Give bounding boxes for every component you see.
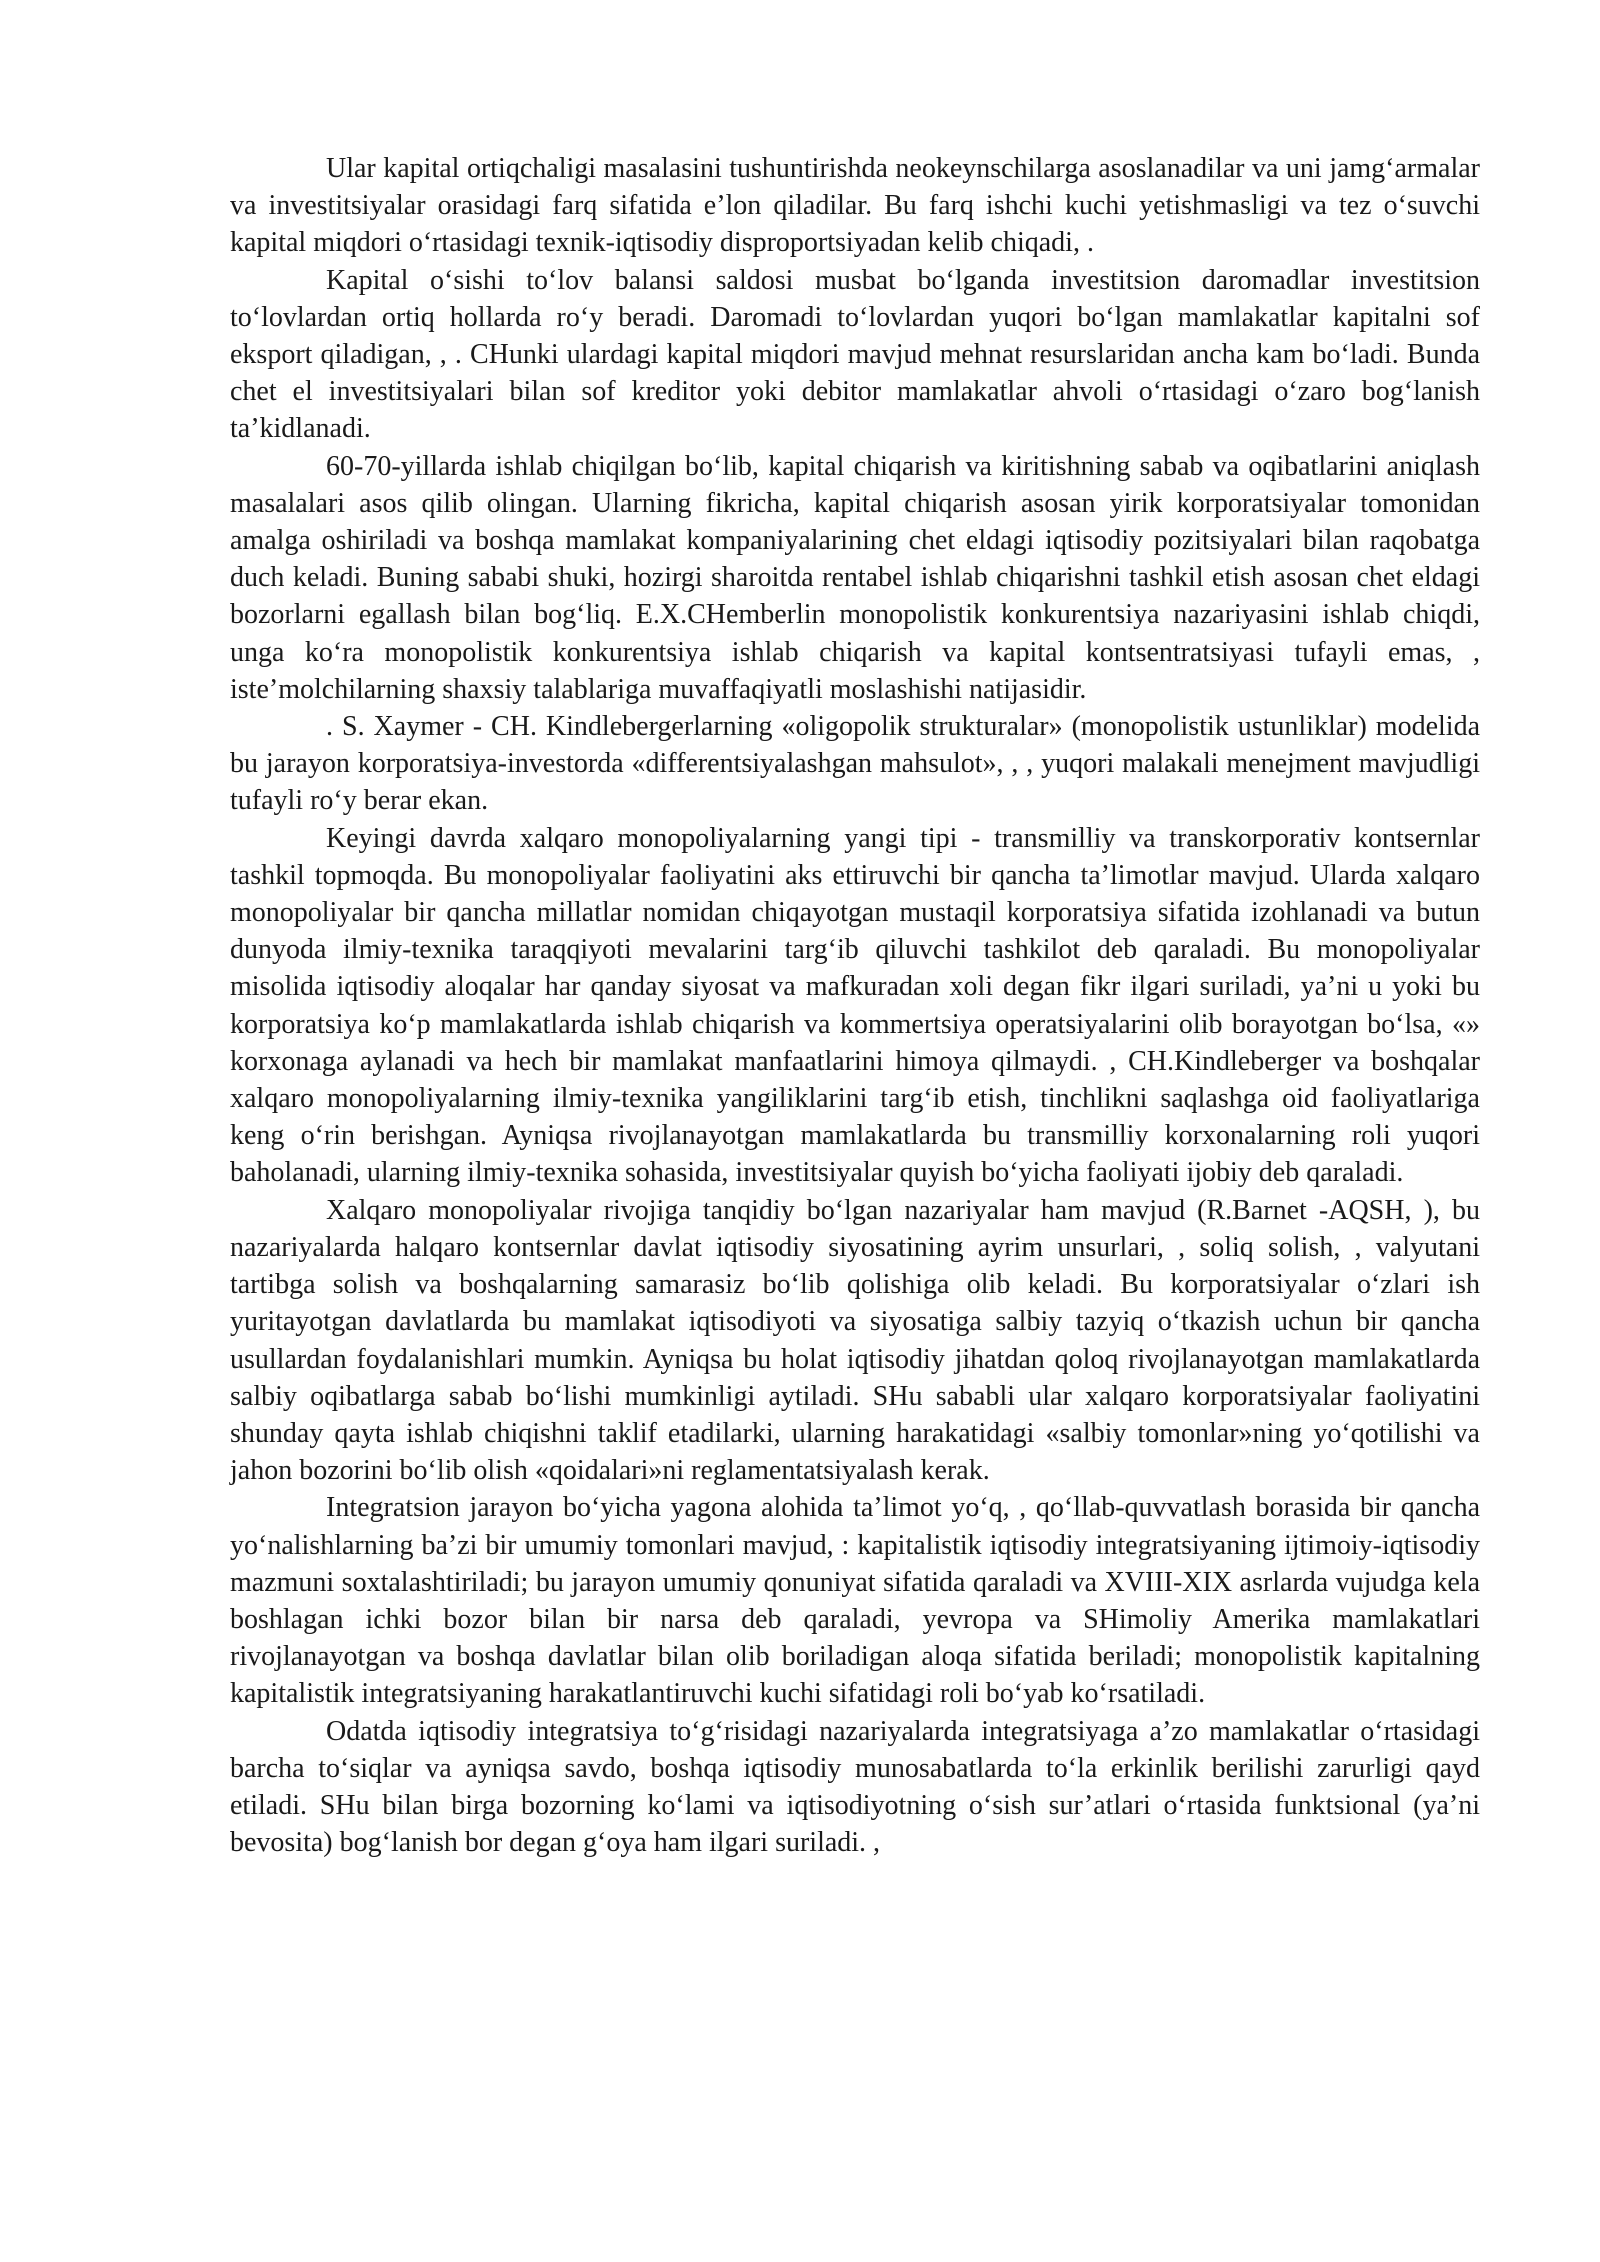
paragraph-6: Xalqaro monopoliyalar rivojiga tanqidiy bo‘lgan nazariyalar ham mavjud (R.Barnet -AQSH, ), bu nazariyalarda halqaro kontsernlar davlat iqtisodiy siyosatining ayrim unsurlari, , soliq solish, , valyutani tartibga solish va boshqalarning samarasiz bo‘lib qolishiga olib keladi. Bu korporatsiyalar o‘zlari ish yuritayotgan davlatlarda bu mamlakat iqtisodiyoti va siyosatiga salbiy tazyiq o‘tkazish uchun bir qancha usullardan foydalanishlari mumkin. Ayniqsa bu holat iqtisodiy jihatdan qoloq rivojlanayotgan mamlakatlarda salbiy oqibatlarga sabab bo‘lishi mumkinligi aytiladi. SHu sababli ular xalqaro korporatsiyalar faoliyatini shunday qayta ishlab chiqishni taklif etadilarki, ularning harakatidagi «salbiy tomonlar»ning yo‘qotilishi va jahon bozorini bo‘lib olish «qoidalari»ni reglamentatsiyalash kerak.: [230, 1194, 1480, 1487]
paragraph-5: Keyingi davrda xalqaro monopoliyalarning yangi tipi - transmilliy va transkorporativ kontsernlar tashkil topmoqda. Bu monopoliyalar faoliyatini aks ettiruvchi bir qancha ta’limotlar mavjud. Ularda xalqaro monopoliyalar bir qancha millatlar nomidan chiqayotgan mustaqil korporatsiya sifatida izohlanadi va butun dunyoda ilmiy-texnika taraqqiyoti mevalarini targ‘ib qiluvchi tashkilot deb qaraladi. Bu monopoliyalar misolida iqtisodiy aloqalar har qanday siyosat va mafkuradan xoli degan fikr ilgari suriladi, ya’ni u yoki bu korporatsiya ko‘p mamlakatlarda ishlab chiqarish va kommertsiya operatsiyalarini olib borayotgan bo‘lsa, «» korxonaga aylanadi va hech bir mamlakat manfaatlarini himoya qilmaydi. , CH.Kindleberger va boshqalar xalqaro monopoliyalarning ilmiy-texnika yangiliklarini targ‘ib etish, tinchlikni saqlashga oid faoliyatlariga keng o‘rin berishgan. Ayniqsa rivojlanayotgan mamlakatlarda bu transmilliy korxonalarning roli yuqori baholanadi, ularning ilmiy-texnika sohasida, investitsiyalar quyish bo‘yicha faoliyati ijobiy deb qaraladi.: [230, 822, 1480, 1189]
paragraph-4: . S. Xaymer - CH. Kindlebergerlarning «oligopolik strukturalar» (monopolistik ustunliklar) modelida bu jarayon korporatsiya-investorda «differentsiyalashgan mahsulot», , , yuqori malakali menejment mavjudligi tufayli ro‘y berar ekan.: [230, 711, 1480, 817]
paragraph-1: Ular kapital ortiqchaligi masalasini tushuntirishda neokeynschilarga asoslanadilar va uni jamg‘armalar va investitsiyalar orasidagi farq sifatida e’lon qiladilar. Bu farq ishchi kuchi yetishmasligi va tez o‘suvchi kapital miqdori o‘rtasidagi texnik-iqtisodiy disproportsiyadan kelib chiqadi, .: [230, 153, 1480, 259]
paragraph-8: Odatda iqtisodiy integratsiya to‘g‘risidagi nazariyalarda integratsiyaga a’zo mamlakatlar o‘rtasidagi barcha to‘siqlar va ayniqsa savdo, boshqa iqtisodiy munosabatlarda to‘la erkinlik berilishi zarurligi qayd etiladi. SHu bilan birga bozorning ko‘lami va iqtisodiyotning o‘sish sur’atlari o‘rtasida funktsional (ya’ni bevosita) bog‘lanish bor degan g‘oya ham ilgari suriladi. ,: [230, 1715, 1480, 1859]
paragraph-2: Kapital o‘sishi to‘lov balansi saldosi musbat bo‘lganda investitsion daromadlar investitsion to‘lovlardan ortiq hollarda ro‘y beradi. Daromadi to‘lovlardan yuqori bo‘lgan mamlakatlar kapitalni sof eksport qiladigan, , . CHunki ulardagi kapital miqdori mavjud mehnat resurslaridan ancha kam bo‘ladi. Bunda chet el investitsiyalari bilan sof kreditor yoki debitor mamlakatlar ahvoli o‘rtasidagi o‘zaro bog‘lanish ta’kidlanadi.: [230, 264, 1480, 445]
document-page: [230, 150, 1480, 1861]
paragraph-3: 60-70-yillarda ishlab chiqilgan bo‘lib, kapital chiqarish va kiritishning sabab va oqibatlarini aniqlash masalalari asos qilib olingan. Ularning fikricha, kapital chiqarish asosan yirik korporatsiyalar tomonidan amalga oshiriladi va boshqa mamlakat kompaniyalarining chet eldagi iqtisodiy pozitsiyalari bilan raqobatga duch keladi. Buning sababi shuki, hozirgi sharoitda rentabel ishlab chiqarishni tashkil etish asosan chet eldagi bozorlarni egallash bilan bog‘liq. E.X.CHemberlin monopolistik konkurentsiya nazariyasini ishlab chiqdi, unga ko‘ra monopolistik konkurentsiya ishlab chiqarish va kapital kontsentratsiyasi tufayli emas, , iste’molchilarning shaxsiy talablariga muvaffaqiyatli moslashishi natijasidir.: [230, 450, 1480, 705]
paragraph-7: Integratsion jarayon bo‘yicha yagona alohida ta’limot yo‘q, , qo‘llab-quvvatlash borasida bir qancha yo‘nalishlarning ba’zi bir umumiy tomonlari mavjud, : kapitalistik iqtisodiy integratsiyaning ijtimoiy-iqtisodiy mazmuni soxtalashtiriladi; bu jarayon umumiy qonuniyat sifatida qaraladi va XVIII-XIX asrlarda vujudga kela boshlagan ichki bozor bilan bir narsa deb qaraladi, yevropa va SHimoliy Amerika mamlakatlari rivojlanayotgan va boshqa davlatlar bilan olib boriladigan aloqa sifatida beriladi; monopolistik kapitalning kapitalistik integratsiyaning harakatlantiruvchi kuchi sifatidagi roli bo‘yab ko‘rsatiladi.: [230, 1492, 1480, 1710]
